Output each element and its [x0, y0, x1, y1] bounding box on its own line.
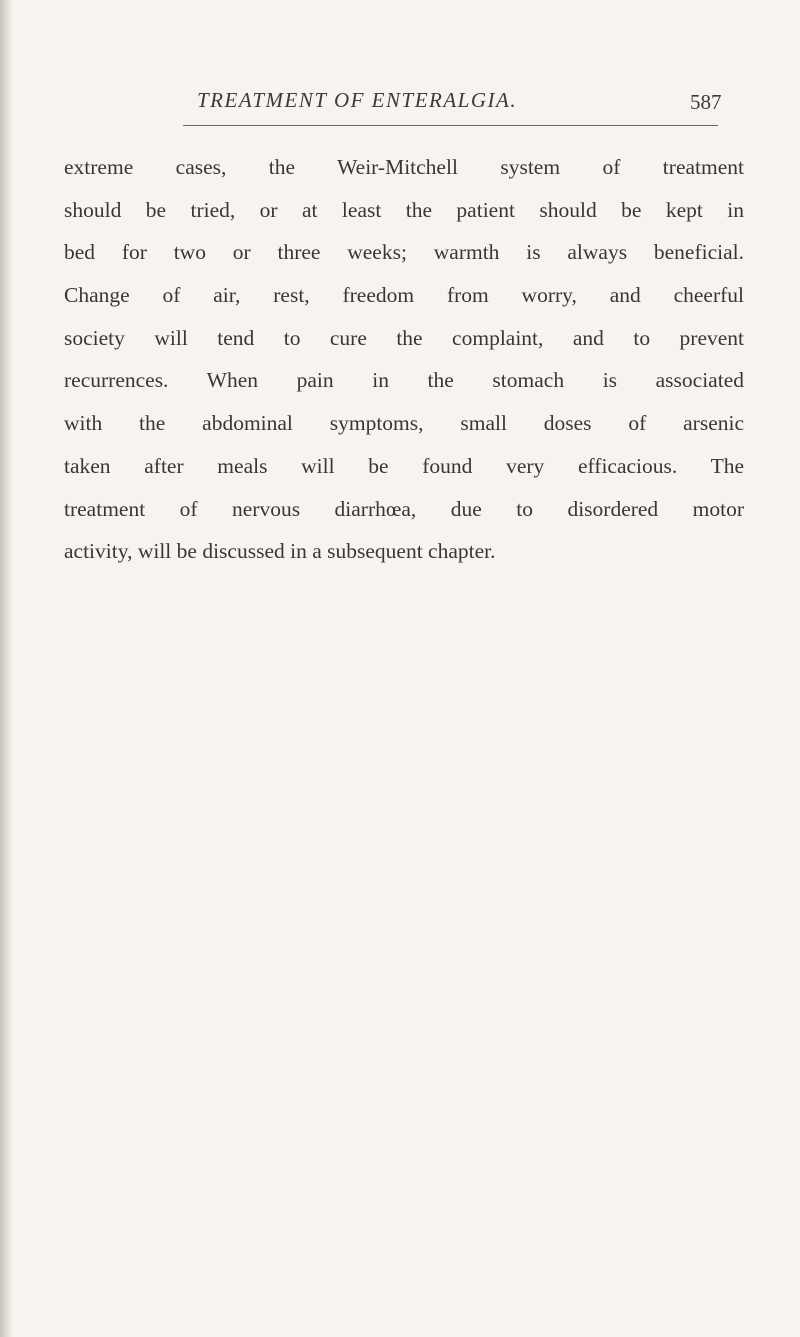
text-line: should be tried, or at least the patient should be kept in	[64, 197, 744, 222]
text-line: extreme cases, the Weir-Mitchell system of treatment	[64, 155, 744, 179]
text-line: recurrences. When pain in the stomach is associated	[64, 368, 744, 393]
text-line: society will tend to cure the complaint, and to prevent	[64, 325, 744, 350]
text-line: with the abdominal symptoms, small doses of arsenic	[64, 411, 744, 436]
page-number: 587	[690, 90, 722, 114]
header-rule	[183, 125, 718, 126]
text-line: bed for two or three weeks; warmth is always beneficial.	[64, 240, 744, 265]
running-head: TREATMENT OF ENTERALGIA.	[197, 88, 518, 112]
text-line: Change of air, rest, freedom from worry, and cheerful	[64, 283, 744, 308]
text-line: taken after meals will be found very efficacious. The	[64, 453, 744, 478]
body-paragraph	[64, 146, 744, 573]
text-line: activity, will be discussed in a subsequent chapter.	[64, 539, 496, 564]
text-line: treatment of nervous diarrhœa, due to disordered motor	[64, 496, 744, 521]
